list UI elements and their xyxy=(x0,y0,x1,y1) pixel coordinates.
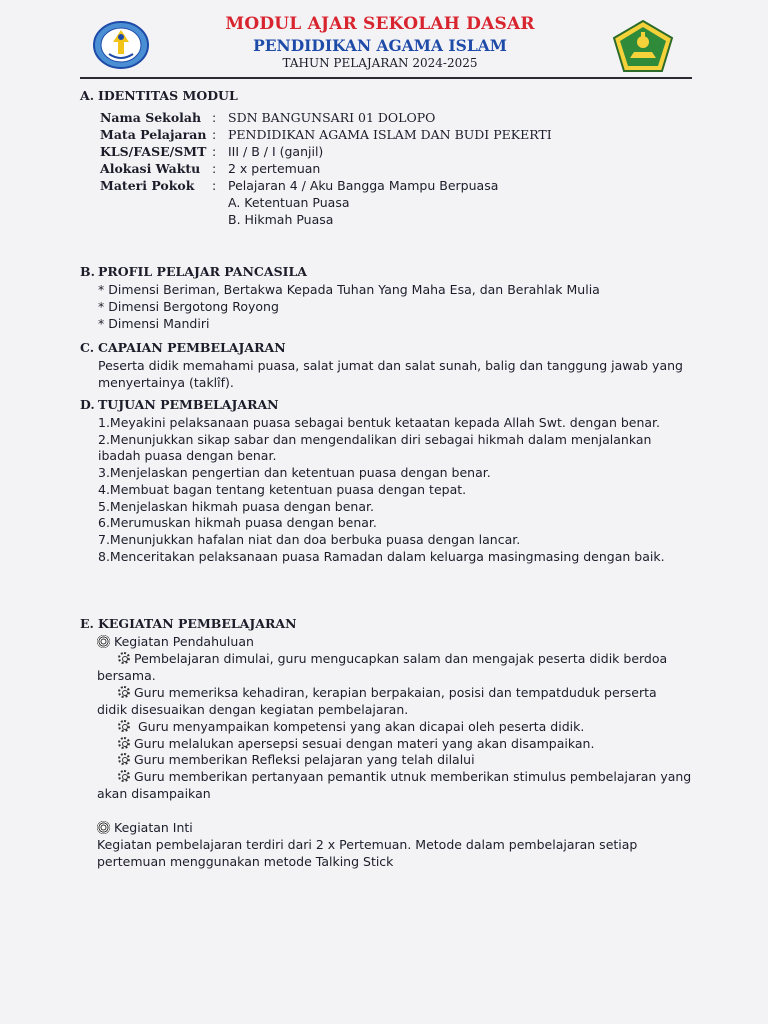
identity-value: SDN BANGUNSARI 01 DOLOPO xyxy=(228,110,436,125)
pendahuluan-title: Kegiatan Pendahuluan xyxy=(114,634,254,649)
section-b-heading xyxy=(80,264,307,279)
materi-sub-item: A. Ketentuan Puasa xyxy=(228,195,350,210)
header-divider xyxy=(80,77,692,79)
identity-colon: : xyxy=(212,144,217,159)
inti-heading xyxy=(97,820,193,835)
identity-label: Mata Pelajaran xyxy=(100,127,207,142)
pendahuluan-text: Pembelajaran dimulai, guru mengucapkan salam dan mengajak peserta didik berdoa xyxy=(134,651,668,666)
school-year: TAHUN PELAJARAN 2024-2025 xyxy=(282,56,478,70)
identity-colon: : xyxy=(212,127,217,142)
section-b-title: PROFIL PELAJAR PANCASILA xyxy=(98,264,307,279)
identity-label: Alokasi Waktu xyxy=(100,161,201,176)
inti-line: pertemuan menggunakan metode Talking Stick xyxy=(97,854,394,869)
pendahuluan-item xyxy=(118,769,691,784)
materi-sub-item: B. Hikmah Puasa xyxy=(228,212,334,227)
capaian-line: menyertainya (taklîf). xyxy=(98,375,234,390)
section-a-heading xyxy=(80,88,238,103)
gear-bullet-icon xyxy=(118,737,130,749)
subject-title: PENDIDIKAN AGAMA ISLAM xyxy=(253,36,507,55)
identity-colon: : xyxy=(212,110,217,125)
tujuan-line: 2.Menunjukkan sikap sabar dan mengendalikan diri sebagai hikmah dalam menjalankan xyxy=(98,432,652,447)
identity-label: Nama Sekolah xyxy=(100,110,202,125)
gear-bullet-icon xyxy=(118,753,130,765)
section-e-heading xyxy=(80,616,297,631)
identity-colon: : xyxy=(212,178,217,193)
pendahuluan-item xyxy=(118,651,667,666)
pendahuluan-text: Guru memberikan Refleksi pelajaran yang telah dilalui xyxy=(134,752,475,767)
tujuan-line: 8.Menceritakan pelaksanaan puasa Ramadan dalam keluarga masingmasing dengan baik. xyxy=(98,549,665,564)
capaian-line: Peserta didik memahami puasa, salat jumat dan salat sunah, balig dan tanggung jawab yang xyxy=(98,358,683,373)
section-c-letter: C. xyxy=(80,340,95,355)
tujuan-line: 6.Merumuskan hikmah puasa dengan benar. xyxy=(98,515,377,530)
section-d-title: TUJUAN PEMBELAJARAN xyxy=(98,397,279,412)
inti-line: Kegiatan pembelajaran terdiri dari 2 x Pertemuan. Metode dalam pembelajaran setiap xyxy=(97,837,638,852)
pendahuluan-text: Guru menyampaikan kompetensi yang akan dicapai oleh peserta didik. xyxy=(134,719,585,734)
pendahuluan-item xyxy=(118,736,594,751)
section-d-letter: D. xyxy=(80,397,95,412)
tut-wuri-handayani-logo xyxy=(93,20,149,70)
pendahuluan-item xyxy=(118,719,584,734)
pendahuluan-continuation: bersama. xyxy=(97,668,156,683)
section-a-title: IDENTITAS MODUL xyxy=(98,88,238,103)
tujuan-line: 7.Menunjukkan hafalan niat dan doa berbuka puasa dengan lancar. xyxy=(98,532,521,547)
section-d-heading xyxy=(80,397,279,412)
pendahuluan-continuation: akan disampaikan xyxy=(97,786,211,801)
identity-label: Materi Pokok xyxy=(100,178,195,193)
profile-item: * Dimensi Mandiri xyxy=(98,316,210,331)
swirl-bullet-icon xyxy=(97,821,110,834)
section-e-letter: E. xyxy=(80,616,94,631)
tujuan-line: 4.Membuat bagan tentang ketentuan puasa dengan tepat. xyxy=(98,482,467,497)
identity-value: PENDIDIKAN AGAMA ISLAM DAN BUDI PEKERTI xyxy=(228,127,552,142)
identity-value: Pelajaran 4 / Aku Bangga Mampu Berpuasa xyxy=(228,178,499,193)
gear-bullet-icon xyxy=(118,720,130,732)
pendahuluan-text: Guru memberikan pertanyaan pemantik utnuk memberikan stimulus pembelajaran yang xyxy=(134,769,692,784)
identity-value: 2 x pertemuan xyxy=(228,161,321,176)
inti-title: Kegiatan Inti xyxy=(114,820,193,835)
profile-item: * Dimensi Bergotong Royong xyxy=(98,299,279,314)
pendahuluan-item xyxy=(118,752,475,767)
tujuan-line: 3.Menjelaskan pengertian dan ketentuan puasa dengan benar. xyxy=(98,465,491,480)
pendahuluan-text: Guru memeriksa kehadiran, kerapian berpakaian, posisi dan tempatduduk perserta xyxy=(134,685,657,700)
gear-bullet-icon xyxy=(118,686,130,698)
section-c-heading xyxy=(80,340,286,355)
swirl-bullet-icon xyxy=(97,635,110,648)
pendahuluan-continuation: didik disesuaikan dengan kegiatan pembelajaran. xyxy=(97,702,409,717)
pendahuluan-text: Guru melalukan apersepsi sesuai dengan materi yang akan disampaikan. xyxy=(134,736,595,751)
tujuan-line: 5.Menjelaskan hikmah puasa dengan benar. xyxy=(98,499,374,514)
pendahuluan-heading xyxy=(97,634,254,649)
gear-bullet-icon xyxy=(118,770,130,782)
profile-item: * Dimensi Beriman, Bertakwa Kepada Tuhan Yang Maha Esa, dan Berahlak Mulia xyxy=(98,282,600,297)
section-a-letter: A. xyxy=(80,88,95,103)
identity-value: III / B / I (ganjil) xyxy=(228,144,324,159)
module-title: MODUL AJAR SEKOLAH DASAR xyxy=(225,14,535,34)
gear-bullet-icon xyxy=(118,652,130,664)
section-e-title: KEGIATAN PEMBELAJARAN xyxy=(98,616,297,631)
tujuan-line: 1.Meyakini pelaksanaan puasa sebagai bentuk ketaatan kepada Allah Swt. dengan benar. xyxy=(98,415,661,430)
section-b-letter: B. xyxy=(80,264,95,279)
tujuan-line: ibadah puasa dengan benar. xyxy=(98,448,277,463)
section-c-title: CAPAIAN PEMBELAJARAN xyxy=(98,340,286,355)
kemenag-logo xyxy=(612,20,674,72)
identity-colon: : xyxy=(212,161,217,176)
identity-label: KLS/FASE/SMT xyxy=(100,144,207,159)
pendahuluan-item xyxy=(118,685,657,700)
